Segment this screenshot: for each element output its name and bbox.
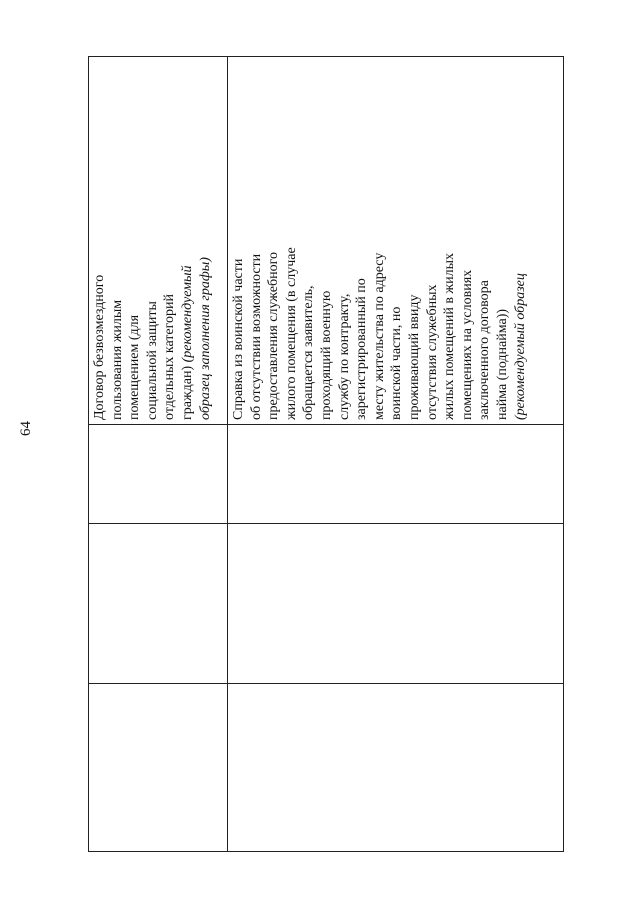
text-line: социальной защиты	[144, 301, 160, 420]
text-line: проходящий военную	[318, 290, 334, 420]
rotated-table-wrapper	[88, 57, 563, 852]
table-cell-empty	[89, 684, 228, 852]
table-cell-empty	[228, 425, 564, 524]
text-line: жилых помещений в жилых	[442, 253, 458, 420]
table-row	[89, 57, 228, 852]
text-line: обращается заявитель,	[301, 285, 317, 420]
text-line: проживающий ввиду	[406, 294, 422, 420]
italic-note: (рекомендуемый образец	[512, 273, 528, 420]
page-number: 64	[18, 421, 34, 436]
text-line: предоставления служебного	[266, 252, 282, 420]
table-cell-empty	[228, 684, 564, 852]
text-line: отдельных категорий	[162, 293, 178, 420]
text-line: найма (поднайма))	[494, 308, 510, 420]
text-line: отсутствия служебных	[424, 284, 440, 420]
text-line: пользования жилым	[109, 299, 125, 420]
table-cell-document-name	[228, 57, 564, 425]
text-line: Справка из воинской части	[231, 258, 246, 420]
text-line: месту жительства по адресу	[371, 252, 387, 420]
text-line: воинской части, но	[389, 306, 405, 420]
text-line-prefix: граждан)	[179, 362, 195, 420]
table-row	[228, 57, 564, 852]
text-line: об отсутствии возможности	[248, 253, 264, 420]
text-line: помещением (для	[127, 314, 143, 420]
text-line: помещениях на условиях	[459, 269, 475, 420]
text-line: жилого помещения (в случае	[283, 247, 299, 420]
text-line: Договор безвозмездного	[92, 274, 107, 420]
text-line: зарегистрированный по	[354, 278, 370, 420]
text-line: заключенного договора	[477, 280, 493, 420]
italic-note: (рекомендуемый	[179, 265, 195, 363]
text-line: службу по контракту,	[336, 293, 352, 420]
text-line	[179, 61, 197, 420]
table-cell-document-name	[89, 57, 228, 425]
table-cell-empty	[89, 524, 228, 684]
italic-note: образец заполнения графы)	[197, 257, 213, 420]
table-cell-empty	[228, 524, 564, 684]
table-cell-empty	[89, 425, 228, 524]
document-table	[88, 56, 564, 852]
